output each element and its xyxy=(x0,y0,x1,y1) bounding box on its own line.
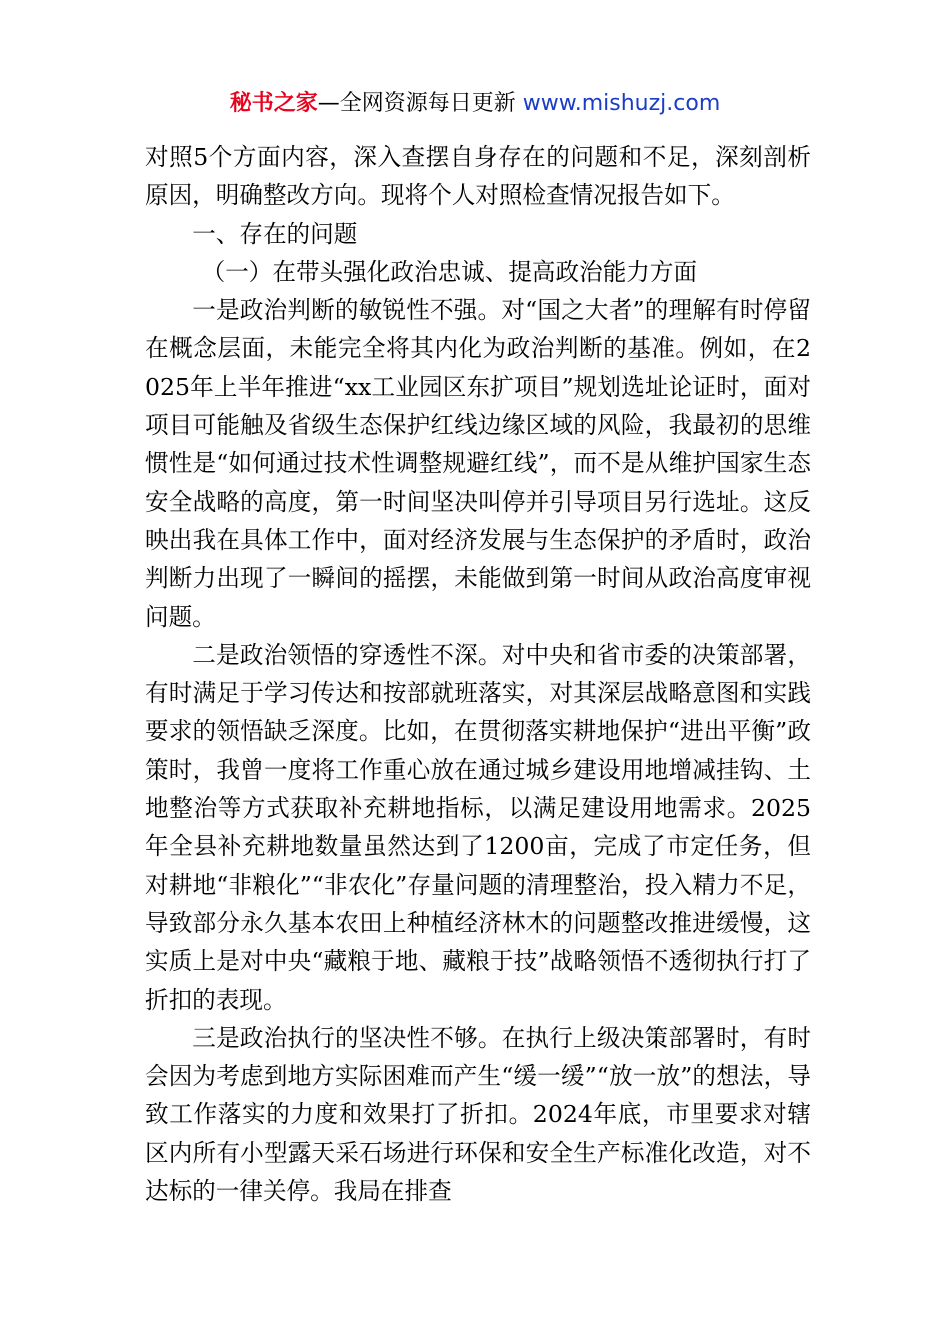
subsection-heading-political-loyalty: （一）在带头强化政治忠诚、提高政治能力方面 xyxy=(201,257,698,286)
body-paragraph: 二是政治领悟的穿透性不深。对中央和省市委的决策部署，有时满足于学习传达和按部就班落实，对其深层战略意图和实践要求的领悟缺乏深度。比如，在贯彻落实耕地保护“进出平衡”政策时，我曾一度将工作重心放在通过城乡建设用地增减挂钩、土地整治等方式获取补充耕地指标，以满足建设用地需求。2025年全县补充耕地数量虽然达到了1200亩，完成了市定任务，但对耕地“非粮化”“非农化”存量问题的清理整治，投入精力不足，导致部分永久基本农田上种植经济林木的问题整改推进缓慢，这实质上是对中央“藏粮于地、藏粮于技”战略领悟不透彻执行打了折扣的表现。 xyxy=(145,640,811,1014)
header-tagline: —全网资源每日更新 xyxy=(317,91,523,116)
brand-name: 秘书之家 xyxy=(229,91,318,116)
site-url[interactable]: www.mishuzj.com xyxy=(522,91,721,116)
page-header xyxy=(0,86,950,122)
body-paragraph: 三是政治执行的坚决性不够。在执行上级决策部署时，有时会因为考虑到地方实际困难而产生“缓一缓”“放一放”的想法，导致工作落实的力度和效果打了折扣。2024年底，市里要求对辖区内所有小型露天采石场进行环保和安全生产标准化改造，对不达标的一律关停。我局在排查 xyxy=(145,1023,811,1206)
document-body xyxy=(145,138,811,1210)
intro-paragraph: 对照5个方面内容，深入查摆自身存在的问题和不足，深刻剖析原因，明确整改方向。现将个人对照检查情况报告如下。 xyxy=(145,143,811,210)
body-paragraph: 一是政治判断的敏锐性不强。对“国之大者”的理解有时停留在概念层面，未能完全将其内化为政治判断的基准。例如，在2025年上半年推进“xx工业园区东扩项目”规划选址论证时，面对项目可能触及省级生态保护红线边缘区域的风险，我最初的思维惯性是“如何通过技术性调整规避红线”，而不是从维护国家生态安全战略的高度，第一时间坚决叫停并引导项目另行选址。这反映出我在具体工作中，面对经济发展与生态保护的矛盾时，政治判断力出现了一瞬间的摇摆，未能做到第一时间从政治高度审视问题。 xyxy=(145,296,811,631)
section-heading-problems: 一、存在的问题 xyxy=(192,219,358,248)
